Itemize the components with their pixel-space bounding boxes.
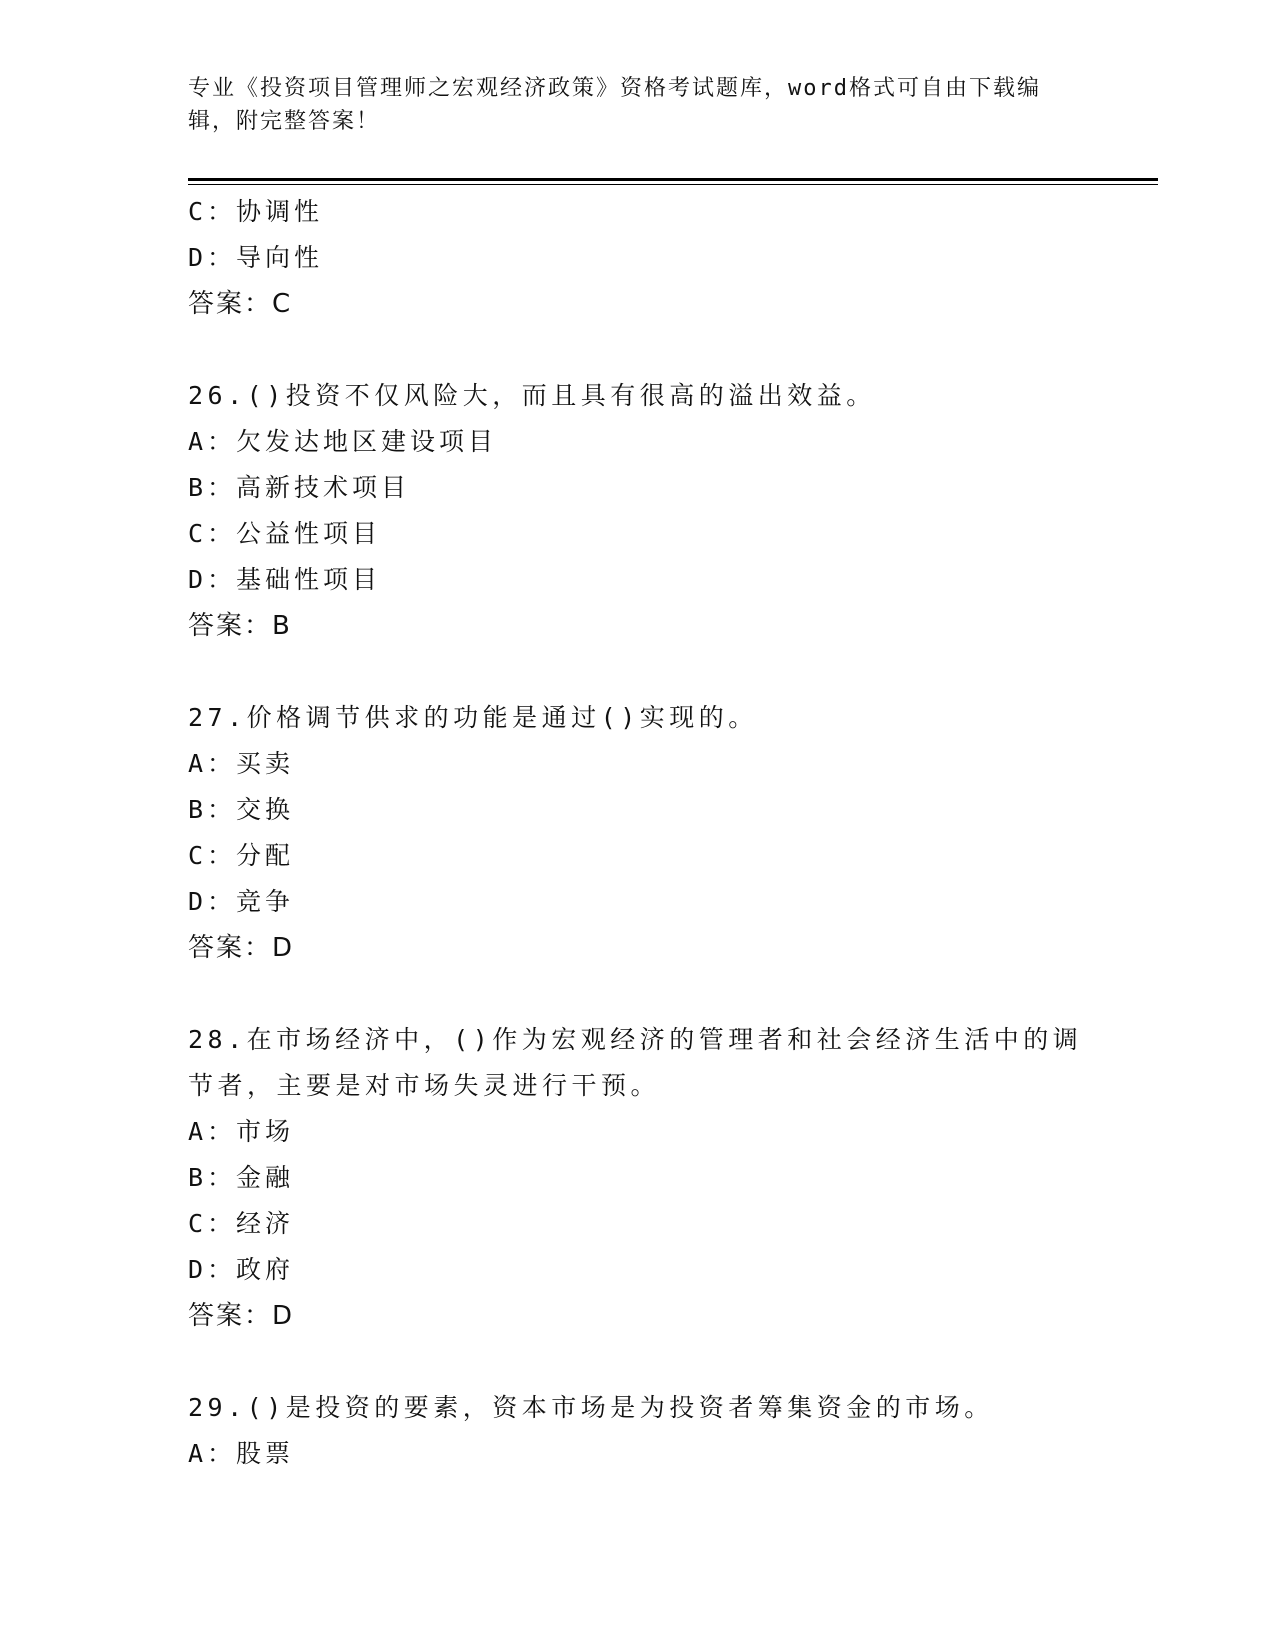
option-line: D：基础性项目 [188, 565, 382, 594]
question-item [188, 373, 1088, 649]
spacer [188, 971, 1088, 1017]
question-item [188, 695, 1088, 971]
option-line: A：买卖 [188, 749, 295, 778]
header-rule-thin [188, 184, 1158, 185]
option-line: C：公益性项目 [188, 519, 382, 548]
option-line: C：分配 [188, 841, 295, 870]
page-header: 专业《投资项目管理师之宏观经济政策》资格考试题库，word格式可自由下载编辑，附完整答案！ [188, 76, 1041, 134]
answer-line: 答案：D [188, 933, 295, 963]
spacer [188, 327, 1088, 373]
option-line: B：交换 [188, 795, 295, 824]
question-item [188, 1017, 1088, 1339]
spacer [188, 649, 1088, 695]
option-line: D：政府 [188, 1255, 295, 1284]
answer-line: 答案：D [188, 1301, 295, 1331]
spacer [188, 1339, 1088, 1385]
option-line: B：高新技术项目 [188, 473, 411, 502]
question-stem: 28.在市场经济中，()作为宏观经济的管理者和社会经济生活中的调节者，主要是对市场失灵进行干预。 [188, 1025, 1083, 1100]
question-item [188, 1385, 1088, 1477]
option-line: C：协调性 [188, 197, 324, 226]
question-list [188, 189, 1088, 1477]
question-stem: 26.()投资不仅风险大，而且具有很高的溢出效益。 [188, 381, 876, 410]
option-line: D：导向性 [188, 243, 324, 272]
question-stem: 29.()是投资的要素，资本市场是为投资者筹集资金的市场。 [188, 1393, 994, 1422]
question-stem: 27.价格调节供求的功能是通过()实现的。 [188, 703, 758, 732]
option-line: A：欠发达地区建设项目 [188, 427, 498, 456]
answer-line: 答案：C [188, 289, 293, 319]
answer-line: 答案：B [188, 611, 292, 641]
header-rule [188, 178, 1158, 181]
option-line: B：金融 [188, 1163, 295, 1192]
option-line: C：经济 [188, 1209, 295, 1238]
option-line: A：市场 [188, 1117, 295, 1146]
option-line: D：竞争 [188, 887, 295, 916]
option-line: A：股票 [188, 1439, 295, 1468]
